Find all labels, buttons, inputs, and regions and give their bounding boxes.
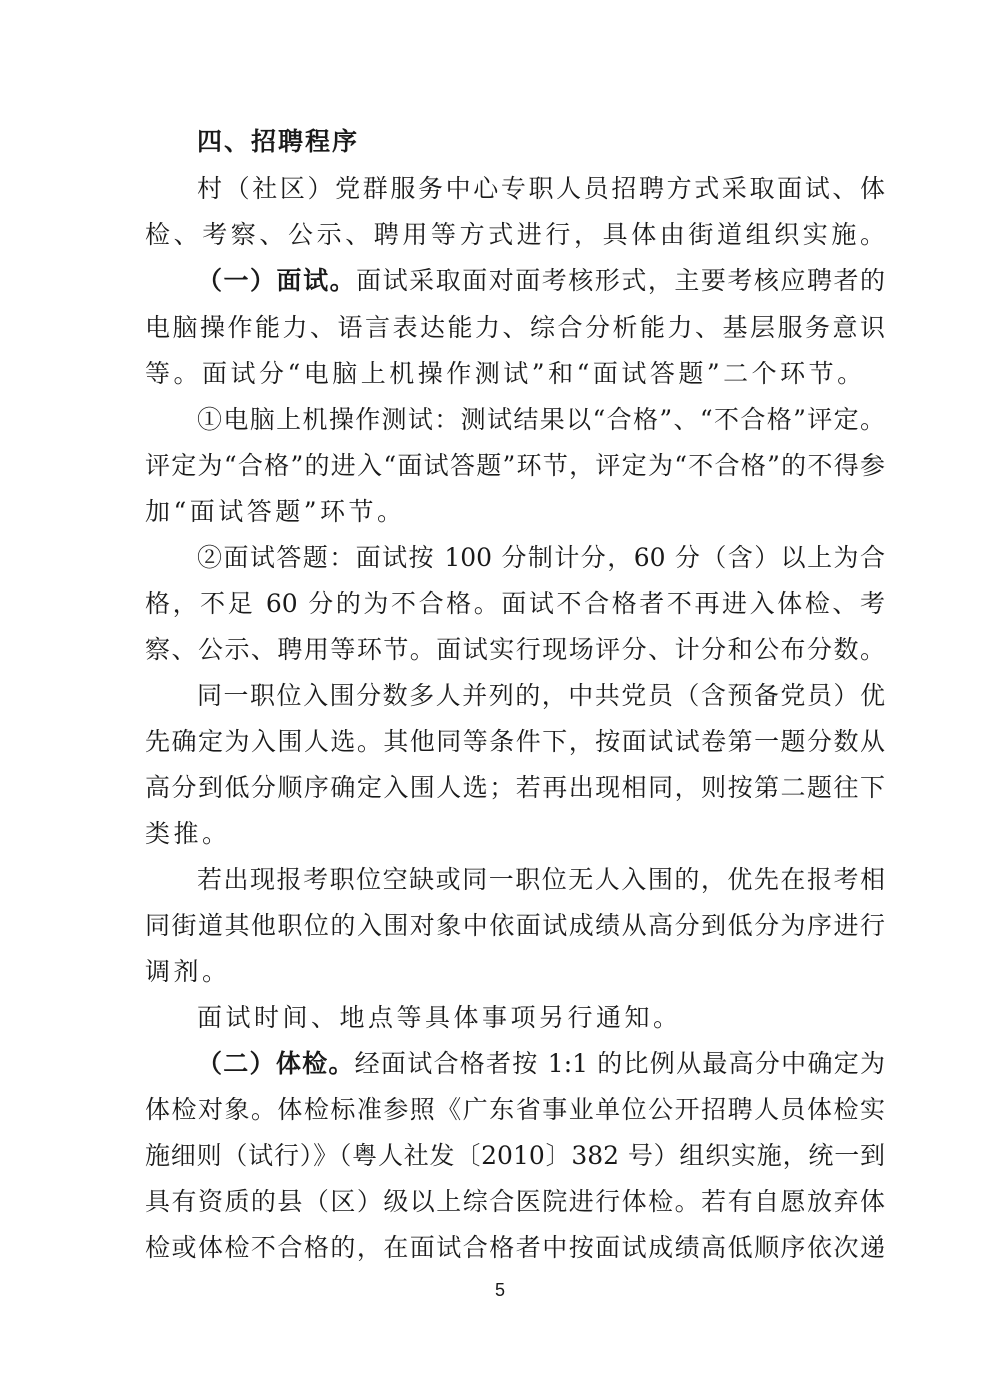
paragraph-6-line-3: 调剂。 [145, 957, 231, 986]
paragraph-3-line-1: ①电脑上机操作测试：测试结果以“合格”、“不合格”评定。 [197, 405, 885, 434]
paragraph-8-line-4: 具有资质的县（区）级以上综合医院进行体检。若有自愿放弃体 [145, 1187, 885, 1216]
paragraph-5-line-4: 类推。 [145, 819, 231, 848]
paragraph-4-line-2: 格，不足 60 分的为不合格。面试不合格者不再进入体检、考 [145, 589, 885, 618]
paragraph-7-line-1: 面试时间、地点等具体事项另行通知。 [197, 1003, 682, 1032]
paragraph-3-line-2: 评定为“合格”的进入“面试答题”环节，评定为“不合格”的不得参 [145, 451, 885, 480]
paragraph-2-line-3: 等。面试分“电脑上机操作测试”和“面试答题”二个环节。 [145, 359, 866, 388]
section-heading: 四、招聘程序 [197, 127, 360, 156]
paragraph-5-line-1: 同一职位入围分数多人并列的，中共党员（含预备党员）优 [197, 681, 885, 710]
paragraph-1-line-1: 村（社区）党群服务中心专职人员招聘方式采取面试、体 [197, 174, 885, 203]
paragraph-4-line-1: ②面试答题：面试按 100 分制计分，60 分（含）以上为合 [197, 543, 885, 572]
paragraph-6-line-2: 同街道其他职位的入围对象中依面试成绩从高分到低分为序进行 [145, 911, 885, 940]
paragraph-1-line-2: 检、考察、公示、聘用等方式进行，具体由街道组织实施。 [145, 220, 885, 249]
paragraph-6-line-1: 若出现报考职位空缺或同一职位无人入围的，优先在报考相 [197, 865, 885, 894]
paragraph-2-line-1-text: 面试采取面对面考核形式，主要考核应聘者的 [356, 266, 885, 295]
paragraph-8-line-1 [197, 1047, 885, 1081]
paragraph-8-line-3: 施细则（试行）》（粤人社发〔2010〕382 号）组织实施，统一到 [145, 1141, 885, 1170]
page-number: 5 [494, 1280, 505, 1300]
section-label-interview: （一）面试。 [197, 266, 357, 295]
section-label-physical-exam: （二）体检。 [197, 1049, 355, 1078]
paragraph-5-line-2: 先确定为入围人选。其他同等条件下，按面试试卷第一题分数从 [145, 727, 885, 756]
paragraph-8-line-2: 体检对象。体检标准参照《广东省事业单位公开招聘人员体检实 [145, 1095, 885, 1124]
paragraph-5-line-3: 高分到低分顺序确定入围人选；若再出现相同，则按第二题往下 [145, 773, 885, 802]
paragraph-4-line-3: 察、公示、聘用等环节。面试实行现场评分、计分和公布分数。 [145, 635, 885, 664]
paragraph-3-line-3: 加“面试答题”环节。 [145, 497, 406, 526]
paragraph-2-line-1 [197, 264, 885, 298]
paragraph-2-line-2: 电脑操作能力、语言表达能力、综合分析能力、基层服务意识 [145, 313, 885, 342]
paragraph-8-line-1-text: 经面试合格者按 1:1 的比例从最高分中确定为 [354, 1049, 885, 1078]
paragraph-8-line-5: 检或体检不合格的，在面试合格者中按面试成绩高低顺序依次递 [145, 1233, 885, 1262]
